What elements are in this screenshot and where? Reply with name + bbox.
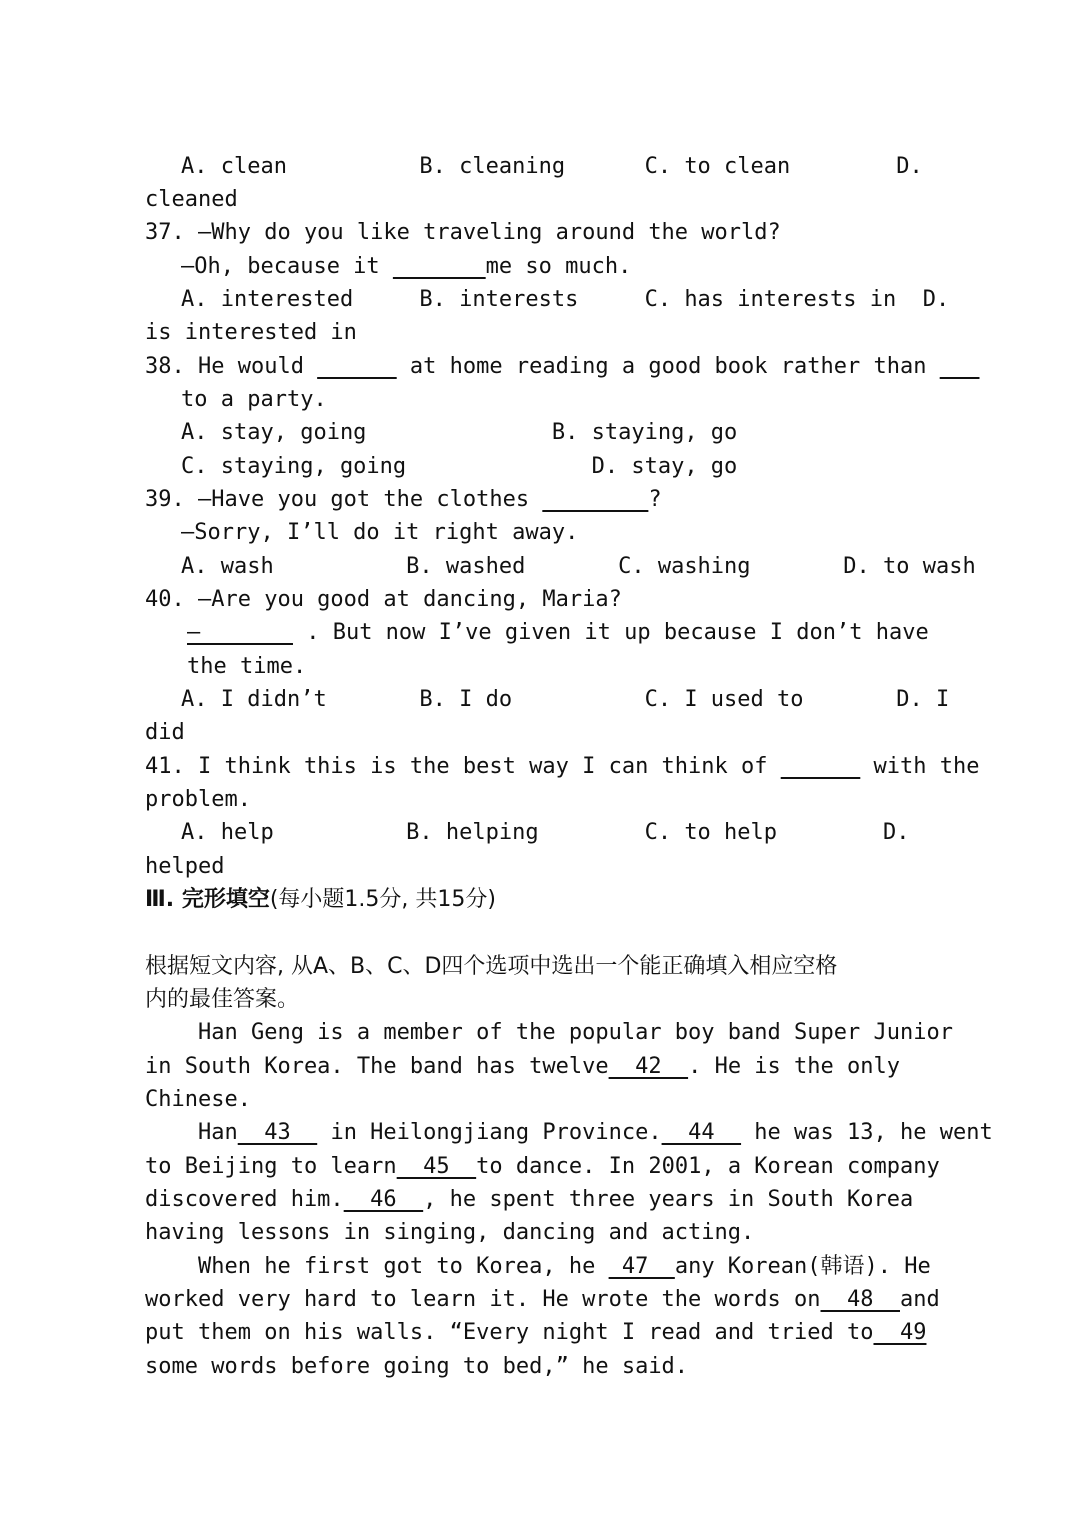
- section-instruction-2: 内的最佳答案。: [145, 987, 300, 1012]
- q41-pre: 41. I think this is the best way I can think of: [145, 754, 781, 779]
- passage-p3-line4: some words before going to bed,” he said.: [145, 1354, 689, 1379]
- q37-options-cont: is interested in: [145, 320, 357, 345]
- q41-options-cont: helped: [145, 854, 225, 879]
- q39-question: [145, 486, 945, 514]
- passage-text: . He is the only: [688, 1054, 900, 1079]
- passage-p3-line3: [145, 1319, 945, 1347]
- q40-answer: [187, 619, 987, 647]
- passage-text: to dance. In 2001, a Korean company: [476, 1154, 940, 1179]
- blank-42: 42: [608, 1054, 689, 1079]
- passage-p2-line3: [145, 1186, 945, 1214]
- passage-text: put them on his walls. “Every night I read and tried to: [145, 1320, 874, 1345]
- passage-p1-line1: Han Geng is a member of the popular boy band Super Junior: [145, 1020, 953, 1045]
- passage-text: in South Korea. The band has twelve: [145, 1054, 609, 1079]
- q36-options-cont: cleaned: [145, 187, 238, 212]
- passage-text: and: [900, 1287, 940, 1312]
- q38-blank1: ______: [317, 354, 397, 379]
- passage-p2-line1: [145, 1119, 993, 1147]
- q40-options-cont: did: [145, 720, 185, 745]
- q38-blank2: ___: [939, 354, 980, 379]
- q37-question: 37. —Why do you like traveling around the world?: [145, 220, 781, 245]
- passage-p2-line2: [145, 1153, 945, 1181]
- q40-options: A. I didn’t B. I do C. I used to D. I: [181, 687, 950, 712]
- q37-answer: [181, 253, 981, 281]
- q38-mid: at home reading a good book rather than: [396, 354, 940, 379]
- blank-44: 44: [661, 1120, 742, 1145]
- passage-p2-line4: having lessons in singing, dancing and acting.: [145, 1220, 755, 1245]
- q37-answer-pre: —Oh, because it: [181, 254, 393, 279]
- passage-text: When he first got to Korea, he: [145, 1254, 609, 1279]
- q38-options-1: A. stay, going B. staying, go: [181, 420, 738, 445]
- q41-blank: ______: [780, 754, 861, 779]
- q37-options: A. interested B. interests C. has interests in D.: [181, 287, 950, 312]
- passage-text: to Beijing to learn: [145, 1154, 397, 1179]
- passage-text: discovered him.: [145, 1187, 344, 1212]
- q38-question-cont: to a party.: [181, 387, 327, 412]
- q39-blank: ______ _: [542, 487, 649, 512]
- q38-pre: 38. He would: [145, 354, 318, 379]
- q41-options: A. help B. helping C. to help D.: [181, 820, 910, 845]
- blank-48: 48: [820, 1287, 900, 1312]
- q40-blank: —_______: [187, 620, 293, 645]
- passage-text: any Korean(韩语). He: [674, 1254, 931, 1279]
- q41-post: with the: [860, 754, 980, 779]
- passage-p1-line3: Chinese.: [145, 1087, 251, 1112]
- blank-46: 46: [343, 1187, 424, 1212]
- passage-p3-line1: [145, 1253, 945, 1281]
- q39-post: ?: [648, 487, 662, 512]
- q38-question: [145, 353, 980, 381]
- passage-text: worked very hard to learn it. He wrote the words on: [145, 1287, 821, 1312]
- passage-text: in Heilongjiang Province.: [317, 1120, 662, 1145]
- q37-blank: _______: [392, 254, 486, 279]
- q41-question-cont: problem.: [145, 787, 251, 812]
- q38-options-2: C. staying, going D. stay, go: [181, 454, 738, 479]
- blank-43: 43: [237, 1120, 318, 1145]
- q39-options: A. wash B. washed C. washing D. to wash: [181, 554, 976, 579]
- blank-49: 49: [873, 1320, 927, 1345]
- section-points: (每小题1.5分, 共15分): [269, 887, 496, 912]
- q41-question: [145, 753, 980, 781]
- q39-pre: 39. —Have you got the clothes: [145, 487, 543, 512]
- passage-p1-line2: [145, 1053, 945, 1081]
- q40-answer-cont: the time.: [187, 654, 307, 679]
- blank-47: 47: [608, 1254, 675, 1279]
- q37-answer-post: me so much.: [485, 254, 632, 279]
- section-instruction-1: 根据短文内容, 从A、B、C、D四个选项中选出一个能正确填入相应空格: [145, 954, 838, 979]
- passage-text: , he spent three years in South Korea: [423, 1187, 914, 1212]
- passage-text: he was 13, he went: [741, 1120, 993, 1145]
- q40-question: 40. —Are you good at dancing, Maria?: [145, 587, 622, 612]
- section-heading: [145, 886, 945, 914]
- q40-answer-post: . But now I’ve given it up because I don’t have: [292, 620, 929, 645]
- q36-options: A. clean B. cleaning C. to clean D.: [181, 154, 923, 179]
- blank-45: 45: [396, 1154, 477, 1179]
- passage-text: Han: [145, 1120, 238, 1145]
- passage-p3-line2: [145, 1286, 945, 1314]
- q39-answer: —Sorry, I’ll do it right away.: [181, 520, 579, 545]
- section-title: Ⅲ. 完形填空: [145, 887, 270, 912]
